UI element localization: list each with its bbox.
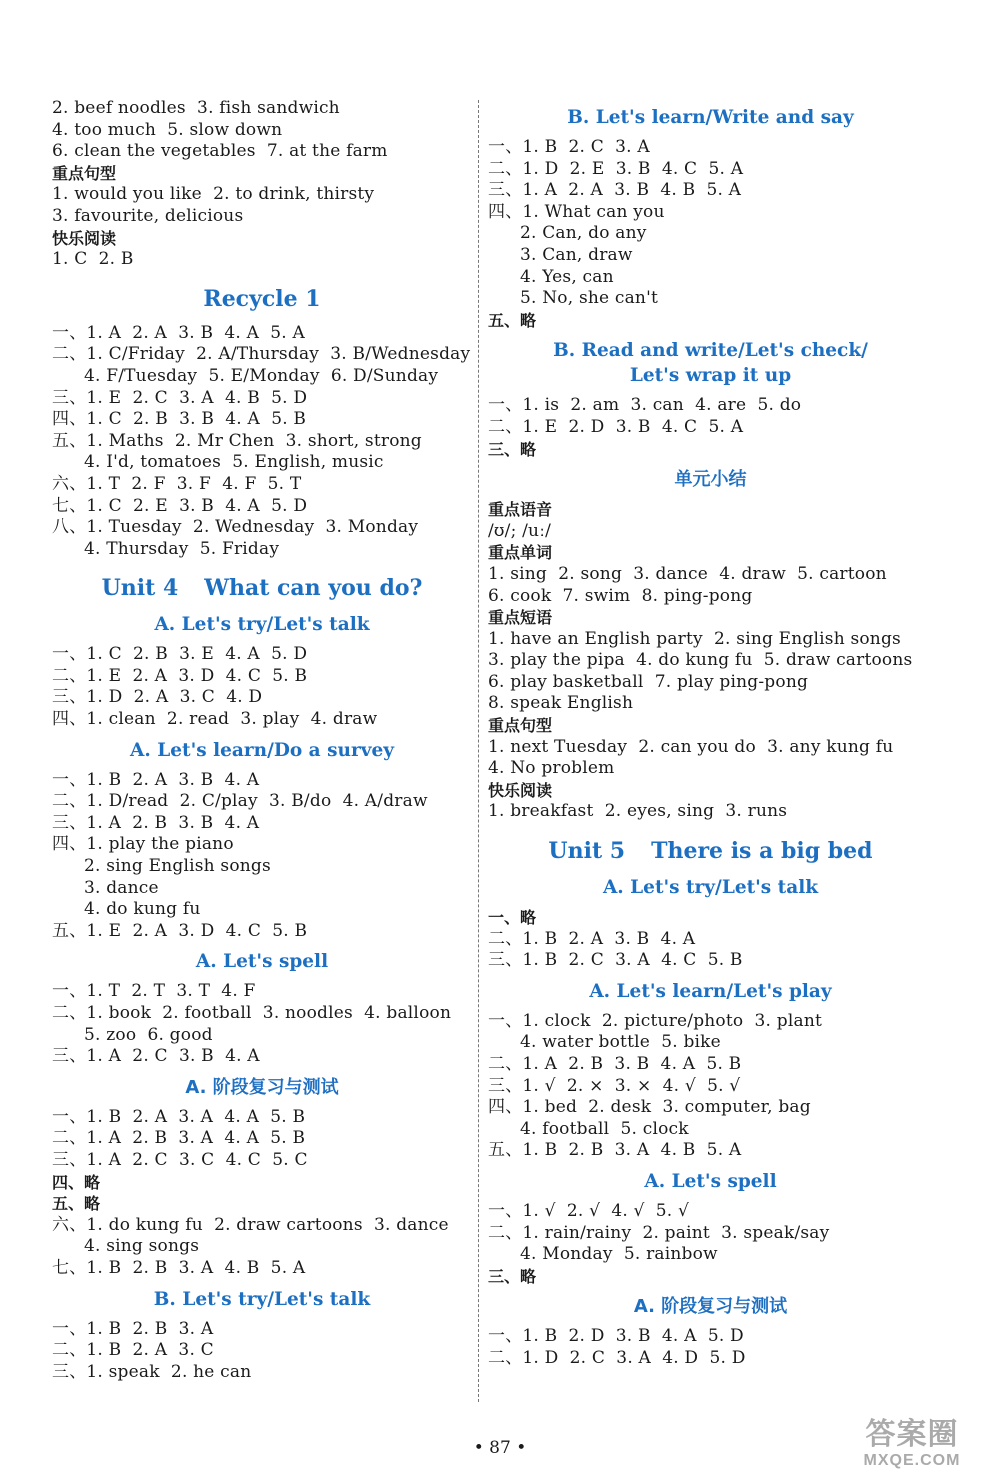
column-divider <box>478 100 479 1402</box>
answer-line: 七、1. C 2. E 3. B 4. A 5. D <box>52 495 308 516</box>
answer-line: 四、1. What can you <box>488 201 665 222</box>
answer-line: 七、1. B 2. B 3. A 4. B 5. A <box>52 1257 306 1278</box>
answer-line: 一、1. B 2. C 3. A <box>488 137 650 157</box>
answer-line: 三、1. A 2. B 3. B 4. A <box>52 812 260 833</box>
answer-line: 2. sing English songs <box>84 856 271 877</box>
answer-line: 一、1. C 2. B 3. E 4. A 5. D <box>52 644 308 665</box>
answer-line: 三、1. √ 2. × 3. × 4. √ 5. √ <box>488 1075 741 1096</box>
unit-title: What can you do? <box>204 575 423 602</box>
section-label: 重点短语 <box>488 608 553 628</box>
section-label: 一、略 <box>488 908 537 928</box>
answer-line: 三、1. A 2. C 3. B 4. A <box>52 1046 260 1067</box>
answer-line: 六、1. do kung fu 2. draw cartoons 3. dance <box>52 1214 449 1235</box>
unit-number: Unit 4 <box>101 575 179 602</box>
answer-line: 6. play basketball 7. play ping-pong <box>488 671 809 692</box>
answer-line: 二、1. B 2. A 3. B 4. A <box>488 928 696 949</box>
section-heading: A. Let's spell <box>644 1170 777 1192</box>
answer-line: 3. dance <box>84 877 159 898</box>
answer-line: 三、1. E 2. C 3. A 4. B 5. D <box>52 387 308 408</box>
answer-line: 三、1. B 2. C 3. A 4. C 5. B <box>488 950 743 971</box>
answer-line: 6. cook 7. swim 8. ping-pong <box>488 585 753 606</box>
answer-line: 2. Can, do any <box>520 223 647 244</box>
section-label: 五、略 <box>488 310 537 330</box>
answer-line: 5. No, she can't <box>520 288 658 309</box>
left-column <box>52 98 472 1383</box>
section-label: 快乐阅读 <box>52 228 117 248</box>
answer-line: 八、1. Tuesday 2. Wednesday 3. Monday <box>52 517 419 538</box>
answer-line: 四、1. bed 2. desk 3. computer, bag <box>488 1097 811 1118</box>
section-label: 五、略 <box>52 1194 101 1214</box>
section-heading: A. 阶段复习与测试 <box>633 1296 788 1318</box>
answer-line: 1. sing 2. song 3. dance 4. draw 5. cartoon <box>488 563 887 584</box>
answer-line: 6. clean the vegetables 7. at the farm <box>52 141 388 162</box>
answer-line: 二、1. E 2. D 3. B 4. C 5. A <box>488 416 744 437</box>
answer-line: 二、1. D 2. E 3. B 4. C 5. A <box>488 158 744 179</box>
answer-line: 六、1. T 2. F 3. F 4. F 5. T <box>52 473 302 494</box>
answer-line: 1. would you like 2. to drink, thirsty <box>52 184 375 205</box>
answer-line: 3. favourite, delicious <box>52 205 244 226</box>
answer-line: 4. do kung fu <box>84 899 201 920</box>
answer-line: 4. sing songs <box>84 1236 200 1257</box>
answer-line: 一、1. √ 2. √ 4. √ 5. √ <box>488 1200 690 1221</box>
section-heading: A. Let's spell <box>195 951 329 973</box>
answer-line: 五、1. Maths 2. Mr Chen 3. short, strong <box>52 430 422 451</box>
watermark-logo-text: 答案圈 <box>865 1417 959 1452</box>
unit-heading: Recycle 1 <box>203 285 321 312</box>
section-heading-line: Let's wrap it up <box>629 365 792 387</box>
answer-line: 四、1. clean 2. read 3. play 4. draw <box>52 709 378 730</box>
section-label: 三、略 <box>488 439 537 459</box>
answer-line: 4. football 5. clock <box>520 1118 689 1139</box>
answer-line: 3. Can, draw <box>520 244 633 265</box>
answer-line: 4. I'd, tomatoes 5. English, music <box>84 452 384 473</box>
answer-line: 二、1. A 2. B 3. A 4. A 5. B <box>52 1128 306 1149</box>
section-label: 重点语音 <box>488 500 553 520</box>
answer-line: 一、1. T 2. T 3. T 4. F <box>52 981 256 1002</box>
section-heading-line: B. Read and write/Let's check/ <box>553 340 868 362</box>
answer-line: 3. play the pipa 4. do kung fu 5. draw cartoons <box>488 650 913 671</box>
answer-line: 4. water bottle 5. bike <box>520 1032 721 1053</box>
section-label: 重点句型 <box>52 163 117 183</box>
page-number: • 87 • <box>473 1438 527 1458</box>
answer-line: 1. breakfast 2. eyes, sing 3. runs <box>488 801 788 822</box>
section-heading <box>488 338 933 388</box>
answer-line: 五、1. B 2. B 3. A 4. B 5. A <box>488 1140 742 1161</box>
unit-heading <box>488 835 933 867</box>
answer-line: 三、1. D 2. A 3. C 4. D <box>52 687 263 708</box>
section-heading: A. Let's learn/Let's play <box>589 980 832 1002</box>
section-heading: A. Let's try/Let's talk <box>154 614 370 636</box>
answer-line: 三、1. A 2. C 3. C 4. C 5. C <box>52 1149 308 1170</box>
answer-line: 二、1. D 2. C 3. A 4. D 5. D <box>488 1347 746 1368</box>
watermark-logo-url: MXQE.COM <box>863 1452 961 1469</box>
answer-line: 1. next Tuesday 2. can you do 3. any kung fu <box>488 736 894 757</box>
answer-line: 4. too much 5. slow down <box>52 119 283 140</box>
section-label: 四、略 <box>52 1172 101 1192</box>
unit-number: Unit 5 <box>548 838 626 865</box>
answer-line: 8. speak English <box>488 693 634 714</box>
answer-line: 二、1. D/read 2. C/play 3. B/do 4. A/draw <box>52 791 428 812</box>
answer-line: 一、1. B 2. D 3. B 4. A 5. D <box>488 1326 744 1347</box>
section-label: 快乐阅读 <box>488 780 553 800</box>
section-heading: A. 阶段复习与测试 <box>185 1076 339 1098</box>
section-heading: 单元小结 <box>674 469 747 491</box>
answer-line: 1. have an English party 2. sing English songs <box>488 628 901 649</box>
answer-line: 三、1. speak 2. he can <box>52 1361 252 1382</box>
answer-line: 二、1. B 2. A 3. C <box>52 1340 214 1361</box>
answer-line: 五、1. E 2. A 3. D 4. C 5. B <box>52 920 308 941</box>
section-heading: A. Let's try/Let's talk <box>602 877 819 899</box>
answer-line: 4. Yes, can <box>520 266 614 287</box>
answer-line: 2. beef noodles 3. fish sandwich <box>52 98 340 118</box>
section-heading: B. Let's learn/Write and say <box>567 107 854 128</box>
answer-line: 二、1. rain/rainy 2. paint 3. speak/say <box>488 1222 830 1243</box>
section-heading: A. Let's learn/Do a survey <box>130 739 394 761</box>
answer-line: 4. Monday 5. rainbow <box>520 1244 718 1265</box>
answer-line: 一、1. A 2. A 3. B 4. A 5. A <box>52 322 305 343</box>
right-column <box>488 98 933 1370</box>
answer-line: 一、1. clock 2. picture/photo 3. plant <box>488 1010 823 1031</box>
section-label: 重点单词 <box>488 543 553 563</box>
answer-line: /ʊ/; /uː/ <box>488 520 552 541</box>
answer-line: 4. Thursday 5. Friday <box>84 538 280 559</box>
watermark-logo <box>846 1418 978 1476</box>
answer-line: 1. C 2. B <box>52 249 134 270</box>
answer-line: 四、1. play the piano <box>52 834 234 855</box>
answer-line: 一、1. B 2. B 3. A <box>52 1318 214 1339</box>
answer-line: 三、1. A 2. A 3. B 4. B 5. A <box>488 180 742 201</box>
answer-line: 4. F/Tuesday 5. E/Monday 6. D/Sunday <box>84 365 439 386</box>
answer-line: 4. No problem <box>488 758 615 779</box>
section-heading: B. Let's try/Let's talk <box>153 1288 371 1310</box>
answer-line: 二、1. A 2. B 3. B 4. A 5. B <box>488 1054 742 1074</box>
section-label: 三、略 <box>488 1266 537 1286</box>
answer-line: 一、1. is 2. am 3. can 4. are 5. do <box>488 395 802 416</box>
section-label: 重点句型 <box>488 716 553 736</box>
answer-line: 一、1. B 2. A 3. B 4. A <box>52 769 260 790</box>
answer-line: 四、1. C 2. B 3. B 4. A 5. B <box>52 409 307 430</box>
answer-line: 二、1. C/Friday 2. A/Thursday 3. B/Wednesday <box>52 344 471 365</box>
answer-line: 二、1. book 2. football 3. noodles 4. balloon <box>52 1003 452 1023</box>
answer-line: 二、1. E 2. A 3. D 4. C 5. B <box>52 665 308 686</box>
unit-title: There is a big bed <box>651 838 873 865</box>
answer-line: 一、1. B 2. A 3. A 4. A 5. B <box>52 1106 306 1127</box>
answer-line: 5. zoo 6. good <box>84 1024 213 1045</box>
unit-heading <box>52 572 472 604</box>
